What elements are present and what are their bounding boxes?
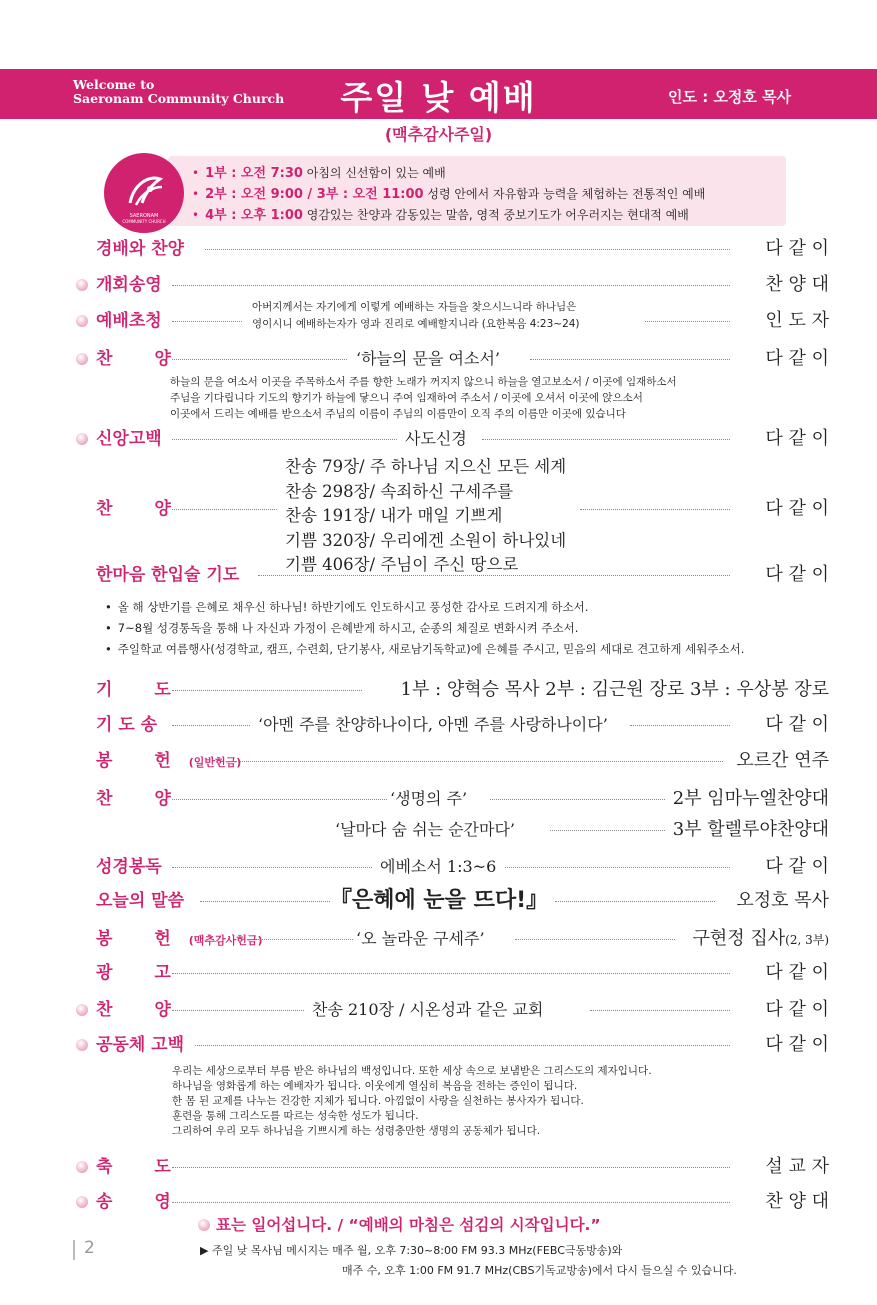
hymn-1-lyric-1: 하늘의 문을 여소서 이곳을 주목하소서 주를 향한 노래가 꺼지지 않으니 하늘을 열고보소서 / 이곳에 임재하소서	[170, 376, 677, 388]
row-offering-2: 봉 헌(맥추감사헌금) ‘오 놀라운 구세주’ 구현정 집사(2, 3부)	[96, 928, 829, 949]
prayer-item-3: • 주일학교 여름행사(성경학교, 캠프, 수련회, 단기봉사, 새로남기독학교)에 은혜를 주시고, 믿음의 세대로 견고하게 세워주소서.	[105, 642, 745, 656]
community-confession-text: 우리는 세상으로부터 부름 받은 하나님의 백성입니다. 또한 세상 속으로 보냄받은 그리스도의 제자입니다. 하나님을 영화롭게 하는 예배자가 됩니다. 이웃에게 열심히 복음을 전하는 증인이 됩니다. 한 몸 된 교제를 나누는 건강한 지체가 됩니다. 아낌없이 사랑을 실천하는 봉사자가 됩니다. 훈련을 통해 그리스도를 따르는 성숙한 성도가 됩니다. 그리하여 우리 모두 하나님을 기쁘시게 하는 성령충만한 생명의 공동체가 됩니다.	[172, 1065, 652, 1137]
hymn-1-lyric-3: 이곳에서 드리는 예배를 받으소서 주님의 이름이 주님의 이름만이 오직 주의 이름만 이곳에 있습니다	[170, 408, 626, 420]
prayer-item-1: • 올 해 상반기를 은혜로 채우신 하나님! 하반기에도 인도하시고 풍성한 감사로 드려지게 하소서.	[105, 600, 589, 614]
page-number-bar	[73, 1240, 75, 1260]
page-title: 주일 낮 예배	[340, 78, 537, 117]
service-4: • 4부 : 오후 1:00 영감있는 찬양과 감동있는 말씀, 영적 중보기도가 어우러지는 현대적 예배	[192, 208, 689, 223]
hymn-song-5: 기쁨 406장/ 주님이 주신 땅으로	[285, 555, 519, 574]
broadcast-line-1: ▶ 주일 낮 목사님 메시지는 매주 월, 오후 7:30~8:00 FM 93.3 MHz(FEBC극동방송)와	[200, 1244, 623, 1257]
bullet-circle-icon	[76, 1039, 88, 1051]
row-announcements: 광 고 다 같 이	[96, 962, 829, 983]
row-hymn-3: 찬 양 찬송 210장 / 시온성과 같은 교회 다 같 이	[0, 995, 877, 1025]
bullet-circle-icon	[76, 353, 88, 365]
row-creed: 신앙고백 사도신경 다 같 이	[0, 424, 877, 454]
logo-caption-2: COMMUNITY CHURCH	[122, 219, 166, 224]
bullet-circle-icon	[76, 315, 88, 327]
row-opening: 개회송영 찬 양 대	[0, 270, 877, 300]
hymn-song-2: 찬송 298장/ 속죄하신 구세주를	[285, 481, 514, 501]
logo-caption-1: SAERONAM	[129, 213, 159, 219]
sermon-title: 『은혜에 눈을 뜨다!』	[330, 888, 549, 913]
hymn-1-lyric-2: 주님을 기다립니다 기도의 향기가 하늘에 닿으니 주여 임재하여 주소서 / 이곳에 오셔서 이곳에 앉으소서	[170, 392, 643, 404]
bullet-circle-icon	[76, 1004, 88, 1016]
row-prayer: 기 도 1부 : 양혁승 목사 2부 : 김근원 장로 3부 : 우상봉 장로	[96, 679, 829, 700]
row-anthem-1: 찬 양 ‘생명의 주’ 2부 임마누엘찬양대	[96, 788, 829, 809]
service-1: • 1부 : 오전 7:30 아침의 신선함이 있는 예배	[192, 166, 446, 181]
row-hymn-2: 찬 양 다 같 이	[96, 498, 829, 519]
hymn-song-4: 기쁨 320장/ 우리에겐 소원이 하나있네	[285, 530, 567, 550]
invitation-line-1: 아버지께서는 자기에게 이렇게 예배하는 자들을 찾으시느니라 하나님은	[252, 301, 577, 313]
row-hymn-1: 찬 양 ‘하늘의 문을 여소서’ 다 같 이	[0, 344, 877, 374]
row-prayer-song: 기 도 송 ‘아멘 주를 찬양하나이다, 아멘 주를 사랑하나이다’ 다 같 이	[96, 714, 829, 735]
church-logo-icon	[104, 153, 184, 233]
bullet-circle-icon	[76, 433, 88, 445]
hymn-song-1: 찬송 79장/ 주 하나님 지으신 모든 세계	[285, 457, 567, 476]
row-offering-1: 봉 헌(일반헌금) 오르간 연주	[96, 750, 829, 771]
bullet-circle-icon	[76, 279, 88, 291]
service-2-3: • 2부 : 오전 9:00 / 3부 : 오전 11:00 성령 안에서 자유함과 능력을 체험하는 전통적인 예배	[192, 187, 706, 202]
hymn-song-3: 찬송 191장/ 내가 매일 기쁘게	[285, 506, 503, 525]
row-worship: 경배와 찬양 다 같 이	[96, 238, 829, 259]
row-invitation: 예배초청 인 도 자	[0, 306, 877, 336]
row-unison-prayer: 한마음 한입술 기도 다 같 이	[96, 564, 829, 585]
bullet-circle-icon	[76, 1196, 88, 1208]
row-scripture: 성경봉독 에베소서 1:3~6 다 같 이	[96, 856, 829, 877]
page-subtitle: (맥추감사주일)	[384, 125, 493, 144]
worship-leader: 인도 : 오정호 목사	[668, 88, 792, 106]
prayer-item-2: • 7~8월 성경통독을 통해 나 자신과 가정이 은혜받게 하시고, 순종의 체질로 변화시켜 주소서.	[105, 621, 579, 635]
welcome-line-2: Saeronam Community Church	[73, 91, 285, 106]
bullet-circle-icon	[76, 1161, 88, 1173]
broadcast-line-2: 매주 수, 오후 1:00 FM 91.7 MHz(CBS기독교방송)에서 다시 들으실 수 있습니다.	[342, 1264, 737, 1277]
row-community-confession: 공동체 고백 다 같 이	[0, 1030, 877, 1060]
invitation-line-2: 영이시니 예배하는자가 영과 진리로 예배할지니라 (요한복음 4:23~24)	[252, 318, 580, 330]
row-closing-doxology: 송 영 찬 양 대	[0, 1187, 877, 1217]
page-number: 2	[84, 1238, 95, 1258]
welcome-line-1: Welcome to	[73, 77, 155, 92]
row-sermon: 오늘의 말씀 『은혜에 눈을 뜨다!』 오정호 목사	[0, 886, 877, 916]
row-benediction: 축 도 설 교 자	[0, 1152, 877, 1182]
bullet-circle-icon	[198, 1219, 210, 1231]
row-anthem-2: ‘날마다 숨 쉬는 순간마다’ 3부 할렐루야찬양대	[335, 819, 829, 840]
stand-note: 표는 일어섭니다. / “예배의 마침은 섬김의 시작입니다.”	[198, 1213, 601, 1235]
